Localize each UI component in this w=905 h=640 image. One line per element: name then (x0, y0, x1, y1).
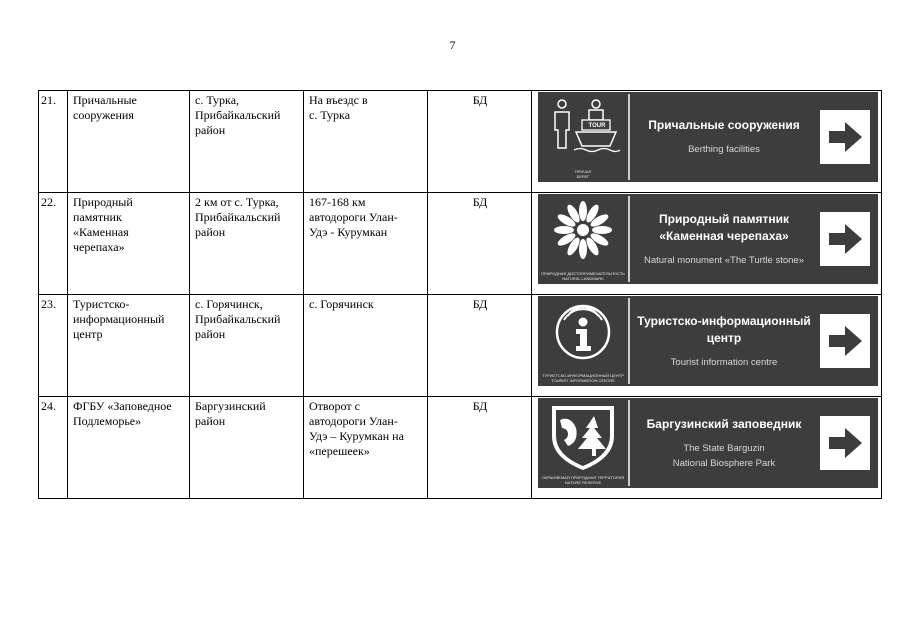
arrow-right-icon (820, 212, 870, 266)
icon-caption: ПРИЧАЛ БЕРЕГ (574, 169, 592, 179)
sign-subtitle: Tourist information centre (670, 356, 778, 368)
sign-image (538, 92, 878, 182)
owner-code: БД (428, 295, 532, 397)
sign-title: Природный памятник «Каменная черепаха» (659, 211, 789, 243)
info-icon (538, 296, 628, 386)
table-row (39, 397, 882, 499)
sign-caption (630, 296, 818, 386)
sign-cell (532, 91, 882, 193)
row-number: 22. (39, 193, 68, 295)
icon-caption: ТУРИСТСКО-ИНФОРМАЦИОННЫЙ ЦЕНТР TOURIST INFORMATION CENTRE (542, 373, 624, 383)
page-number: 7 (449, 38, 456, 52)
object-location: Баргузинский район (190, 397, 304, 499)
sign-caption (630, 194, 818, 284)
owner-code: БД (428, 397, 532, 499)
reserve-shield-icon (538, 398, 628, 488)
sign-title: Баргузинский заповедник (646, 416, 802, 431)
sign-placement: Отворот с автодороги Улан- Удэ – Курумкан на «перешеек» (304, 397, 428, 499)
sign-cell (532, 193, 882, 295)
object-name: Причальные сооружения (68, 91, 190, 193)
icon-caption: ПРИРОДНАЯ ДОСТОПРИМЕЧАТЕЛЬНОСТЬ NATURAL LANDMARK (541, 271, 625, 281)
sign-image (538, 296, 878, 386)
sign-subtitle: Berthing facilities (688, 144, 760, 155)
road-signs-table (38, 90, 882, 499)
object-name: Природный памятник «Каменная черепаха» (68, 193, 190, 295)
sign-caption (630, 398, 818, 488)
sign-cell (532, 295, 882, 397)
sign-caption (630, 92, 818, 182)
sign-placement: На въездс в с. Турка (304, 91, 428, 193)
arrow-right-icon (820, 110, 870, 164)
owner-code: БД (428, 193, 532, 295)
object-location: 2 км от с. Турка, Прибайкальский район (190, 193, 304, 295)
row-number: 24. (39, 397, 68, 499)
arrow-right-icon (820, 416, 870, 470)
tour-boat-icon (538, 92, 628, 182)
sign-placement: с. Горячинск (304, 295, 428, 397)
sign-image (538, 398, 878, 488)
table-row (39, 193, 882, 295)
row-number: 23. (39, 295, 68, 397)
sign-title: Туристско-информационный центр (637, 313, 811, 345)
sign-subtitle: The State Barguzin National Biosphere Park (672, 442, 776, 469)
sign-placement: 167-168 км автодороги Улан- Удэ - Курумкан (304, 193, 428, 295)
arrow-right-icon (820, 314, 870, 368)
table-row (39, 91, 882, 193)
object-name: ФГБУ «Заповедное Подлеморье» (68, 397, 190, 499)
flower-icon (538, 194, 628, 284)
icon-caption: ОХРАНЯЕМАЯ ПРИРОДНАЯ ТЕРРИТОРИЯ NATURE RESERVE (541, 475, 625, 485)
sign-cell (532, 397, 882, 499)
sign-title: Причальные сооружения (648, 118, 800, 132)
tour-label: TOUR (588, 123, 606, 129)
row-number: 21. (39, 91, 68, 193)
object-location: с. Турка, Прибайкальский район (190, 91, 304, 193)
owner-code: БД (428, 91, 532, 193)
table-row (39, 295, 882, 397)
object-location: с. Горячинск, Прибайкальский район (190, 295, 304, 397)
sign-image (538, 194, 878, 284)
sign-subtitle: Natural monument «The Turtle stone» (643, 254, 804, 266)
object-name: Туристско- информационный центр (68, 295, 190, 397)
